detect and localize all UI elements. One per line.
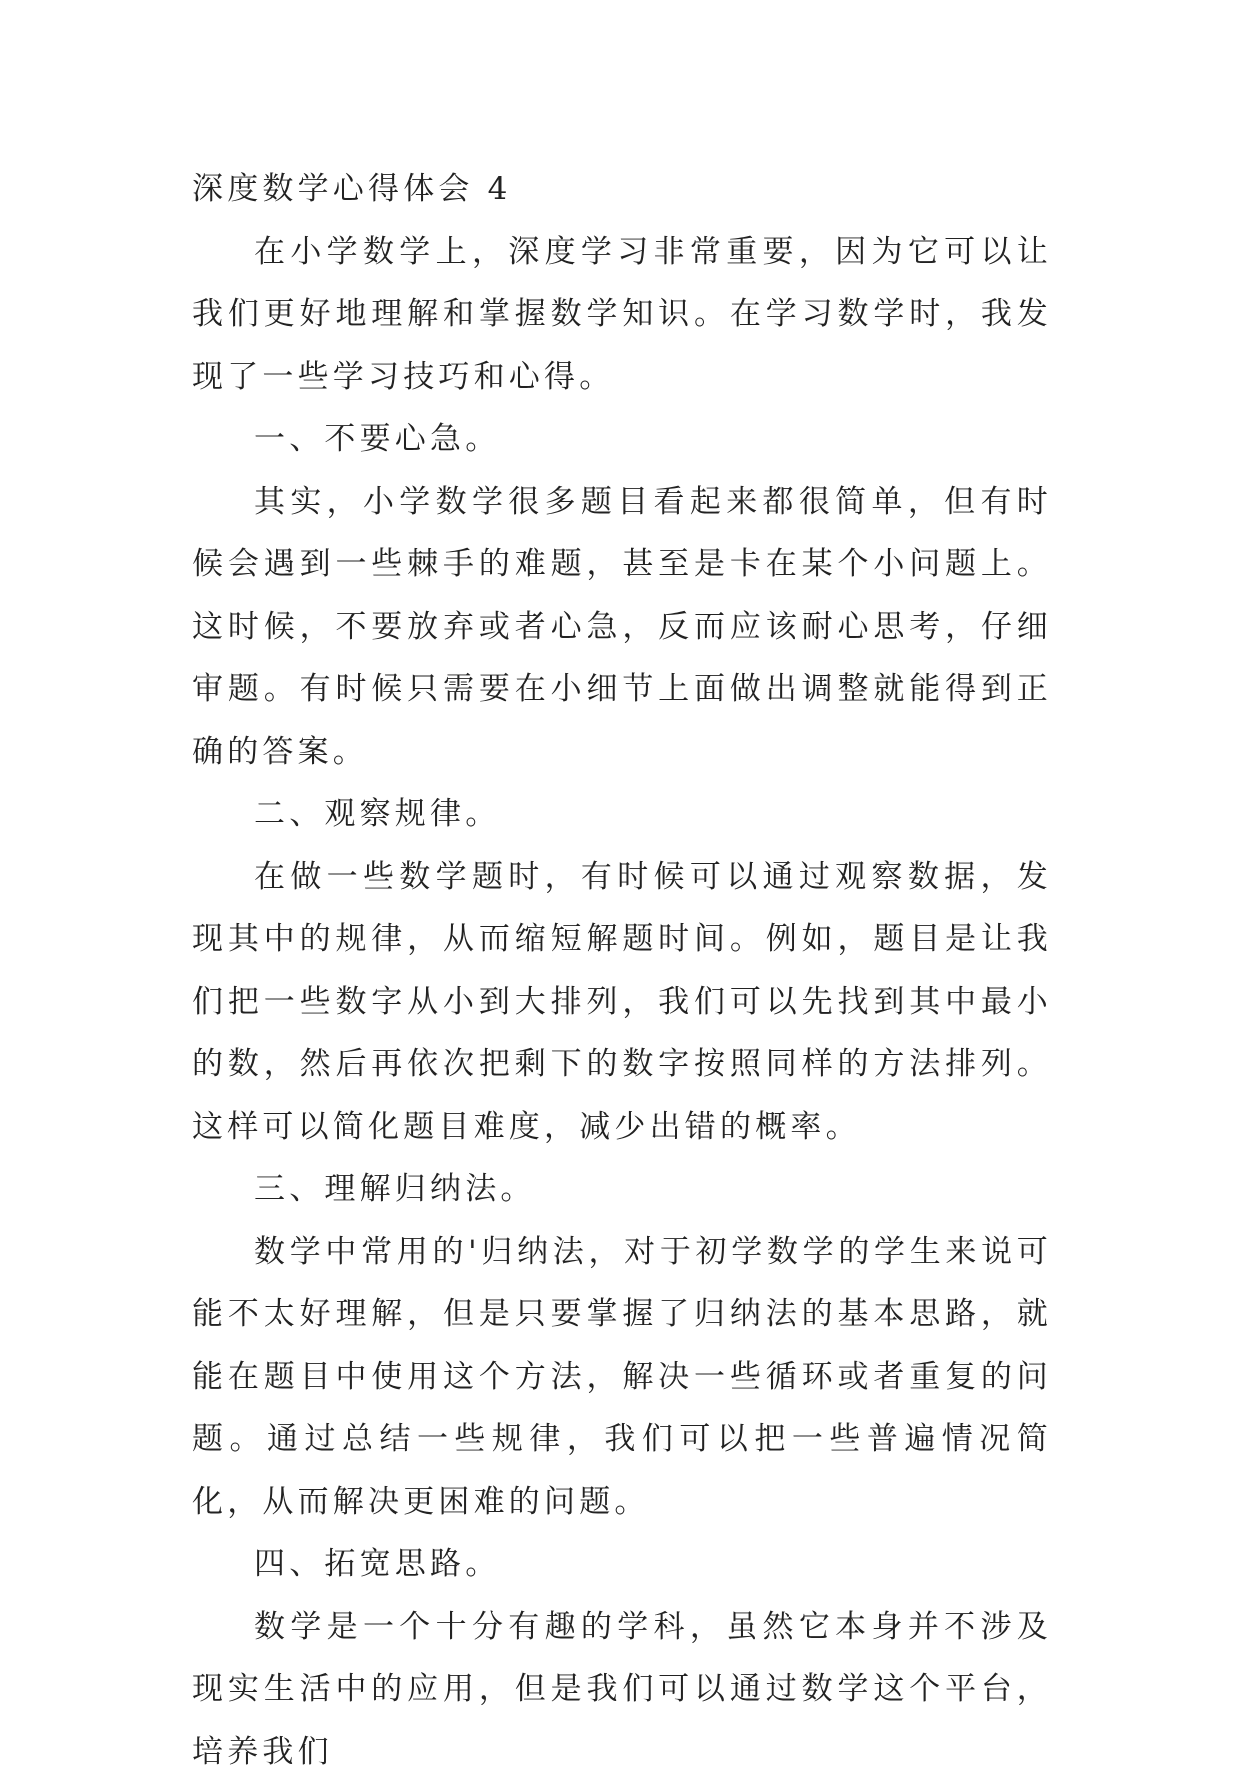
document-title: 深度数学心得体会 4: [192, 158, 1052, 221]
intro-paragraph: 在小学数学上，深度学习非常重要，因为它可以让我们更好地理解和掌握数学知识。在学习数学时，我发现了一些学习技巧和心得。: [192, 221, 1052, 409]
section-heading-3: 三、理解归纳法。: [192, 1158, 1052, 1221]
section-paragraph-1: 其实，小学数学很多题目看起来都很简单，但有时候会遇到一些棘手的难题，甚至是卡在某个小问题上。这时候，不要放弃或者心急，反而应该耐心思考，仔细审题。有时候只需要在小细节上面做出调整就能得到正确的答案。: [192, 471, 1052, 784]
section-paragraph-4: 数学是一个十分有趣的学科，虽然它本身并不涉及现实生活中的应用，但是我们可以通过数学这个平台，培养我们: [192, 1596, 1052, 1783]
section-heading-2: 二、观察规律。: [192, 783, 1052, 846]
section-paragraph-2: 在做一些数学题时，有时候可以通过观察数据，发现其中的规律，从而缩短解题时间。例如，题目是让我们把一些数字从小到大排列，我们可以先找到其中最小的数，然后再依次把剩下的数字按照同样的方法排列。这样可以简化题目难度，减少出错的概率。: [192, 846, 1052, 1159]
section-heading-1: 一、不要心急。: [192, 408, 1052, 471]
document-body: [192, 158, 1052, 1783]
section-heading-4: 四、拓宽思路。: [192, 1533, 1052, 1596]
section-paragraph-3: 数学中常用的'归纳法，对于初学数学的学生来说可能不太好理解，但是只要掌握了归纳法的基本思路，就能在题目中使用这个方法，解决一些循环或者重复的问题。通过总结一些规律，我们可以把一些普遍情况简化，从而解决更困难的问题。: [192, 1221, 1052, 1534]
